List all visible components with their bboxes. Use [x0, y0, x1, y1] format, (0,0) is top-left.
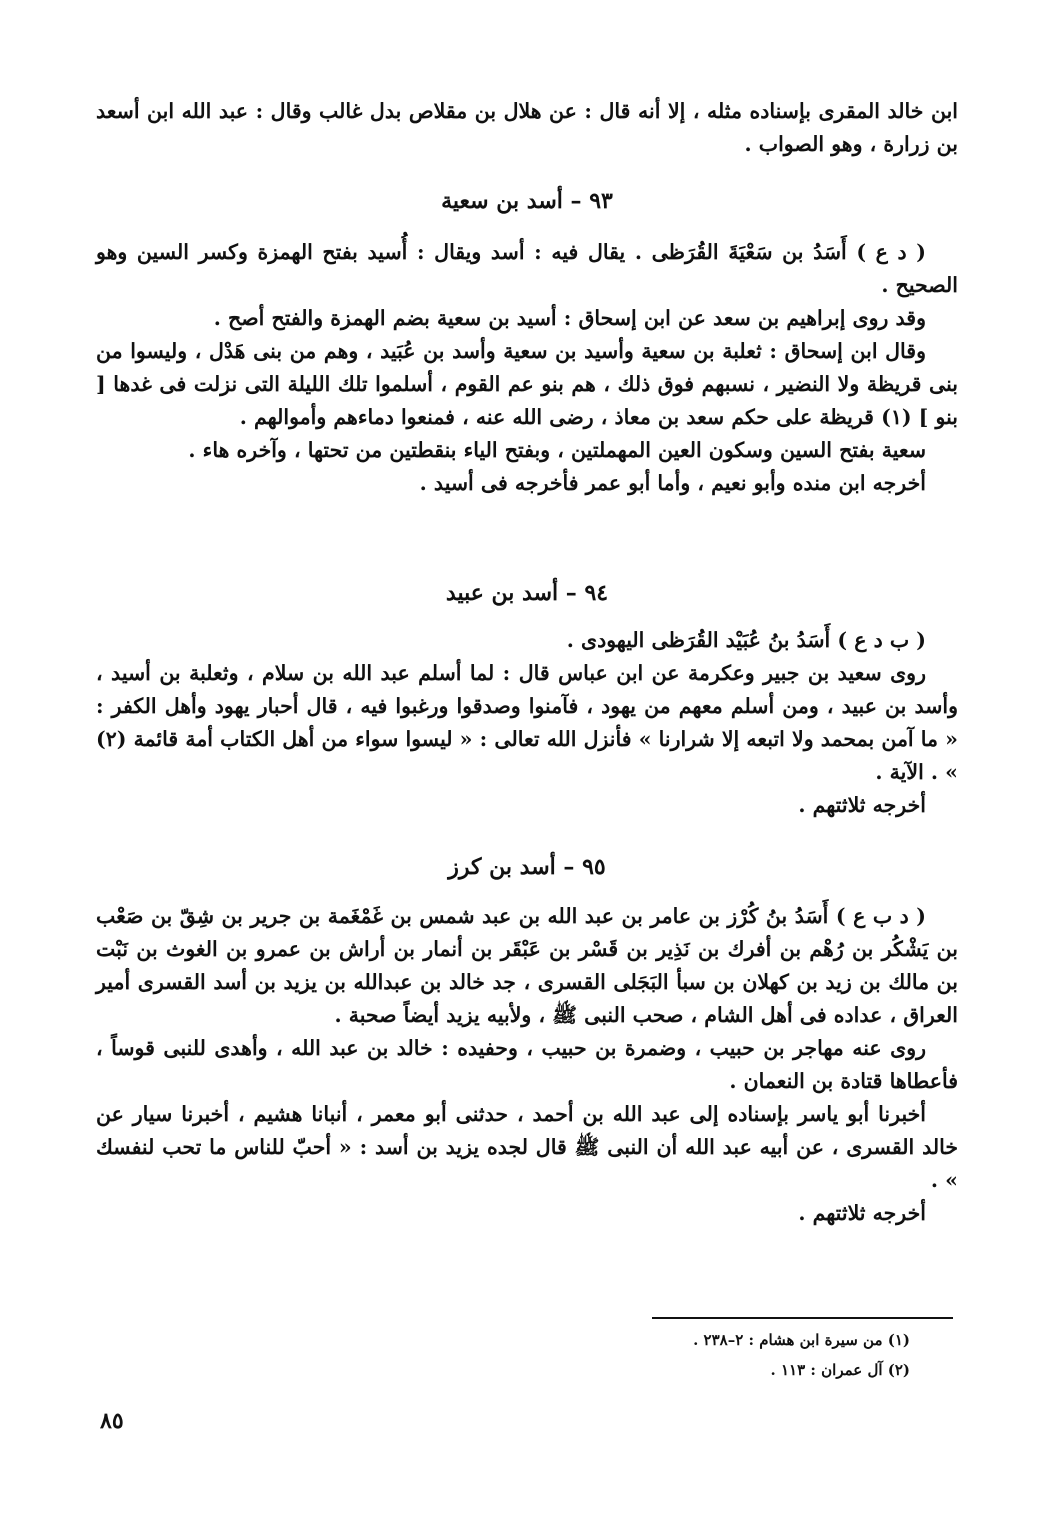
continuation-paragraph [96, 95, 958, 161]
paragraph: روى عنه مهاجر بن حبيب ، وضمرة بن حبيب ، وحفيده : خالد بن عبد الله ، وأهدى للنبى قوساً ، فأعطاها قتادة بن النعمان . [96, 1036, 958, 1093]
page-number: ٨٥ [100, 1408, 124, 1434]
paragraph: أخرجه ثلاثتهم . [798, 1201, 926, 1225]
paragraph: روى سعيد بن جبير وعكرمة عن ابن عباس قال : لما أسلم عبد الله بن سلام ، وثعلبة بن أسيد ، وأسد بن عبيد ، ومن أسلم معهم من يهود ، فآمنوا وصدقوا ورغبوا فيه ، قال أحبار يهود وأهل الكفر : « ما آمن بمحمد ولا اتبعه إلا شرارنا » فأنزل الله تعالى : « ليسوا سواء من أهل الكتاب أمة قائمة (٢) » . الآية . [96, 661, 958, 784]
paragraph: وقد روى إبراهيم بن سعد عن ابن إسحاق : أسيد بن سعية بضم الهمزة والفتح أصح . [213, 306, 926, 330]
entry-94-heading: ٩٤ – أسد بن عبيد [445, 580, 609, 606]
footnote: (٢) آل عمران : ١١٣ . [770, 1361, 910, 1379]
paragraph: أخرجه ثلاثتهم . [798, 793, 926, 817]
paragraph: وقال ابن إسحاق : ثعلبة بن سعية وأسيد بن سعية وأسد بن عُبَيد ، وهم من بنى هَدْل ، وليسوا من بنى قريظة ولا النضير ، نسبهم فوق ذلك ، هم بنو عم القوم ، أسلموا تلك الليلة التى نزلت فى غدها [ بنو ] (١) قريظة على حكم سعد بن معاذ ، رضى الله عنه ، فمنعوا دماءهم وأموالهم . [96, 339, 958, 429]
paragraph: ( د ع ) أَسَدُ بن سَعْيَةَ القُرَظى . يقال فيه : أسد ويقال : أُسيد بفتح الهمزة وكسر السين وهو الصحيح . [96, 240, 958, 297]
footnote-divider [652, 1317, 953, 1319]
paragraph: أخبرنا أبو ياسر بإسناده إلى عبد الله بن أحمد ، حدثنى أبو معمر ، أنبانا هشيم ، أخبرنا سيار عن خالد القسرى ، عن أبيه عبد الله أن النبى ﷺ قال لجده يزيد بن أسد : « أحبّ للناس ما تحب لنفسك » . [96, 1102, 958, 1192]
paragraph: ابن خالد المقرى بإسناده مثله ، إلا أنه قال : عن هلال بن مقلاص بدل غالب وقال : عبد الله ابن أسعد بن زرارة ، وهو الصواب . [96, 99, 958, 156]
footnotes [560, 1325, 910, 1385]
entry-93-body [96, 236, 958, 500]
paragraph: أخرجه ابن منده وأبو نعيم ، وأما أبو عمر فأخرجه فى أسيد . [419, 471, 926, 495]
entry-93-heading: ٩٣ – أسد بن سعية [441, 188, 613, 214]
footnote: (١) من سيرة ابن هشام : ٢–٢٣٨ . [693, 1331, 910, 1349]
entry-95-body [96, 900, 958, 1230]
entry-95-heading: ٩٥ – أسد بن كرز [448, 854, 606, 880]
paragraph: ( د ب ع ) أَسَدُ بنُ كُرْز بن عامر بن عبد الله بن عبد شمس بن غَمْغَمة بن جرير بن شِقّ بن صَعْب بن يَشْكُر بن رُهْم بن أفرك بن نَذِير بن قَسْر بن عَبْقَر بن أنمار بن أراش بن عمرو بن الغوث بن نَبْت بن مالك بن زيد بن كهلان بن سبأ البَجَلى القسرى ، جد خالد بن عبدالله بن يزيد بن أسد القسرى أمير العراق ، عداده فى أهل الشام ، صحب النبى ﷺ ، ولأبيه يزيد أيضاً صحبة . [96, 904, 958, 1027]
paragraph: سعية بفتح السين وسكون العين المهملتين ، وبفتح الياء بنقطتين من تحتها ، وآخره هاء . [188, 438, 926, 462]
paragraph: ( ب د ع ) أَسَدُ بنُ عُبَيْد القُرَظى اليهودى . [566, 628, 926, 652]
entry-94-body [96, 624, 958, 822]
